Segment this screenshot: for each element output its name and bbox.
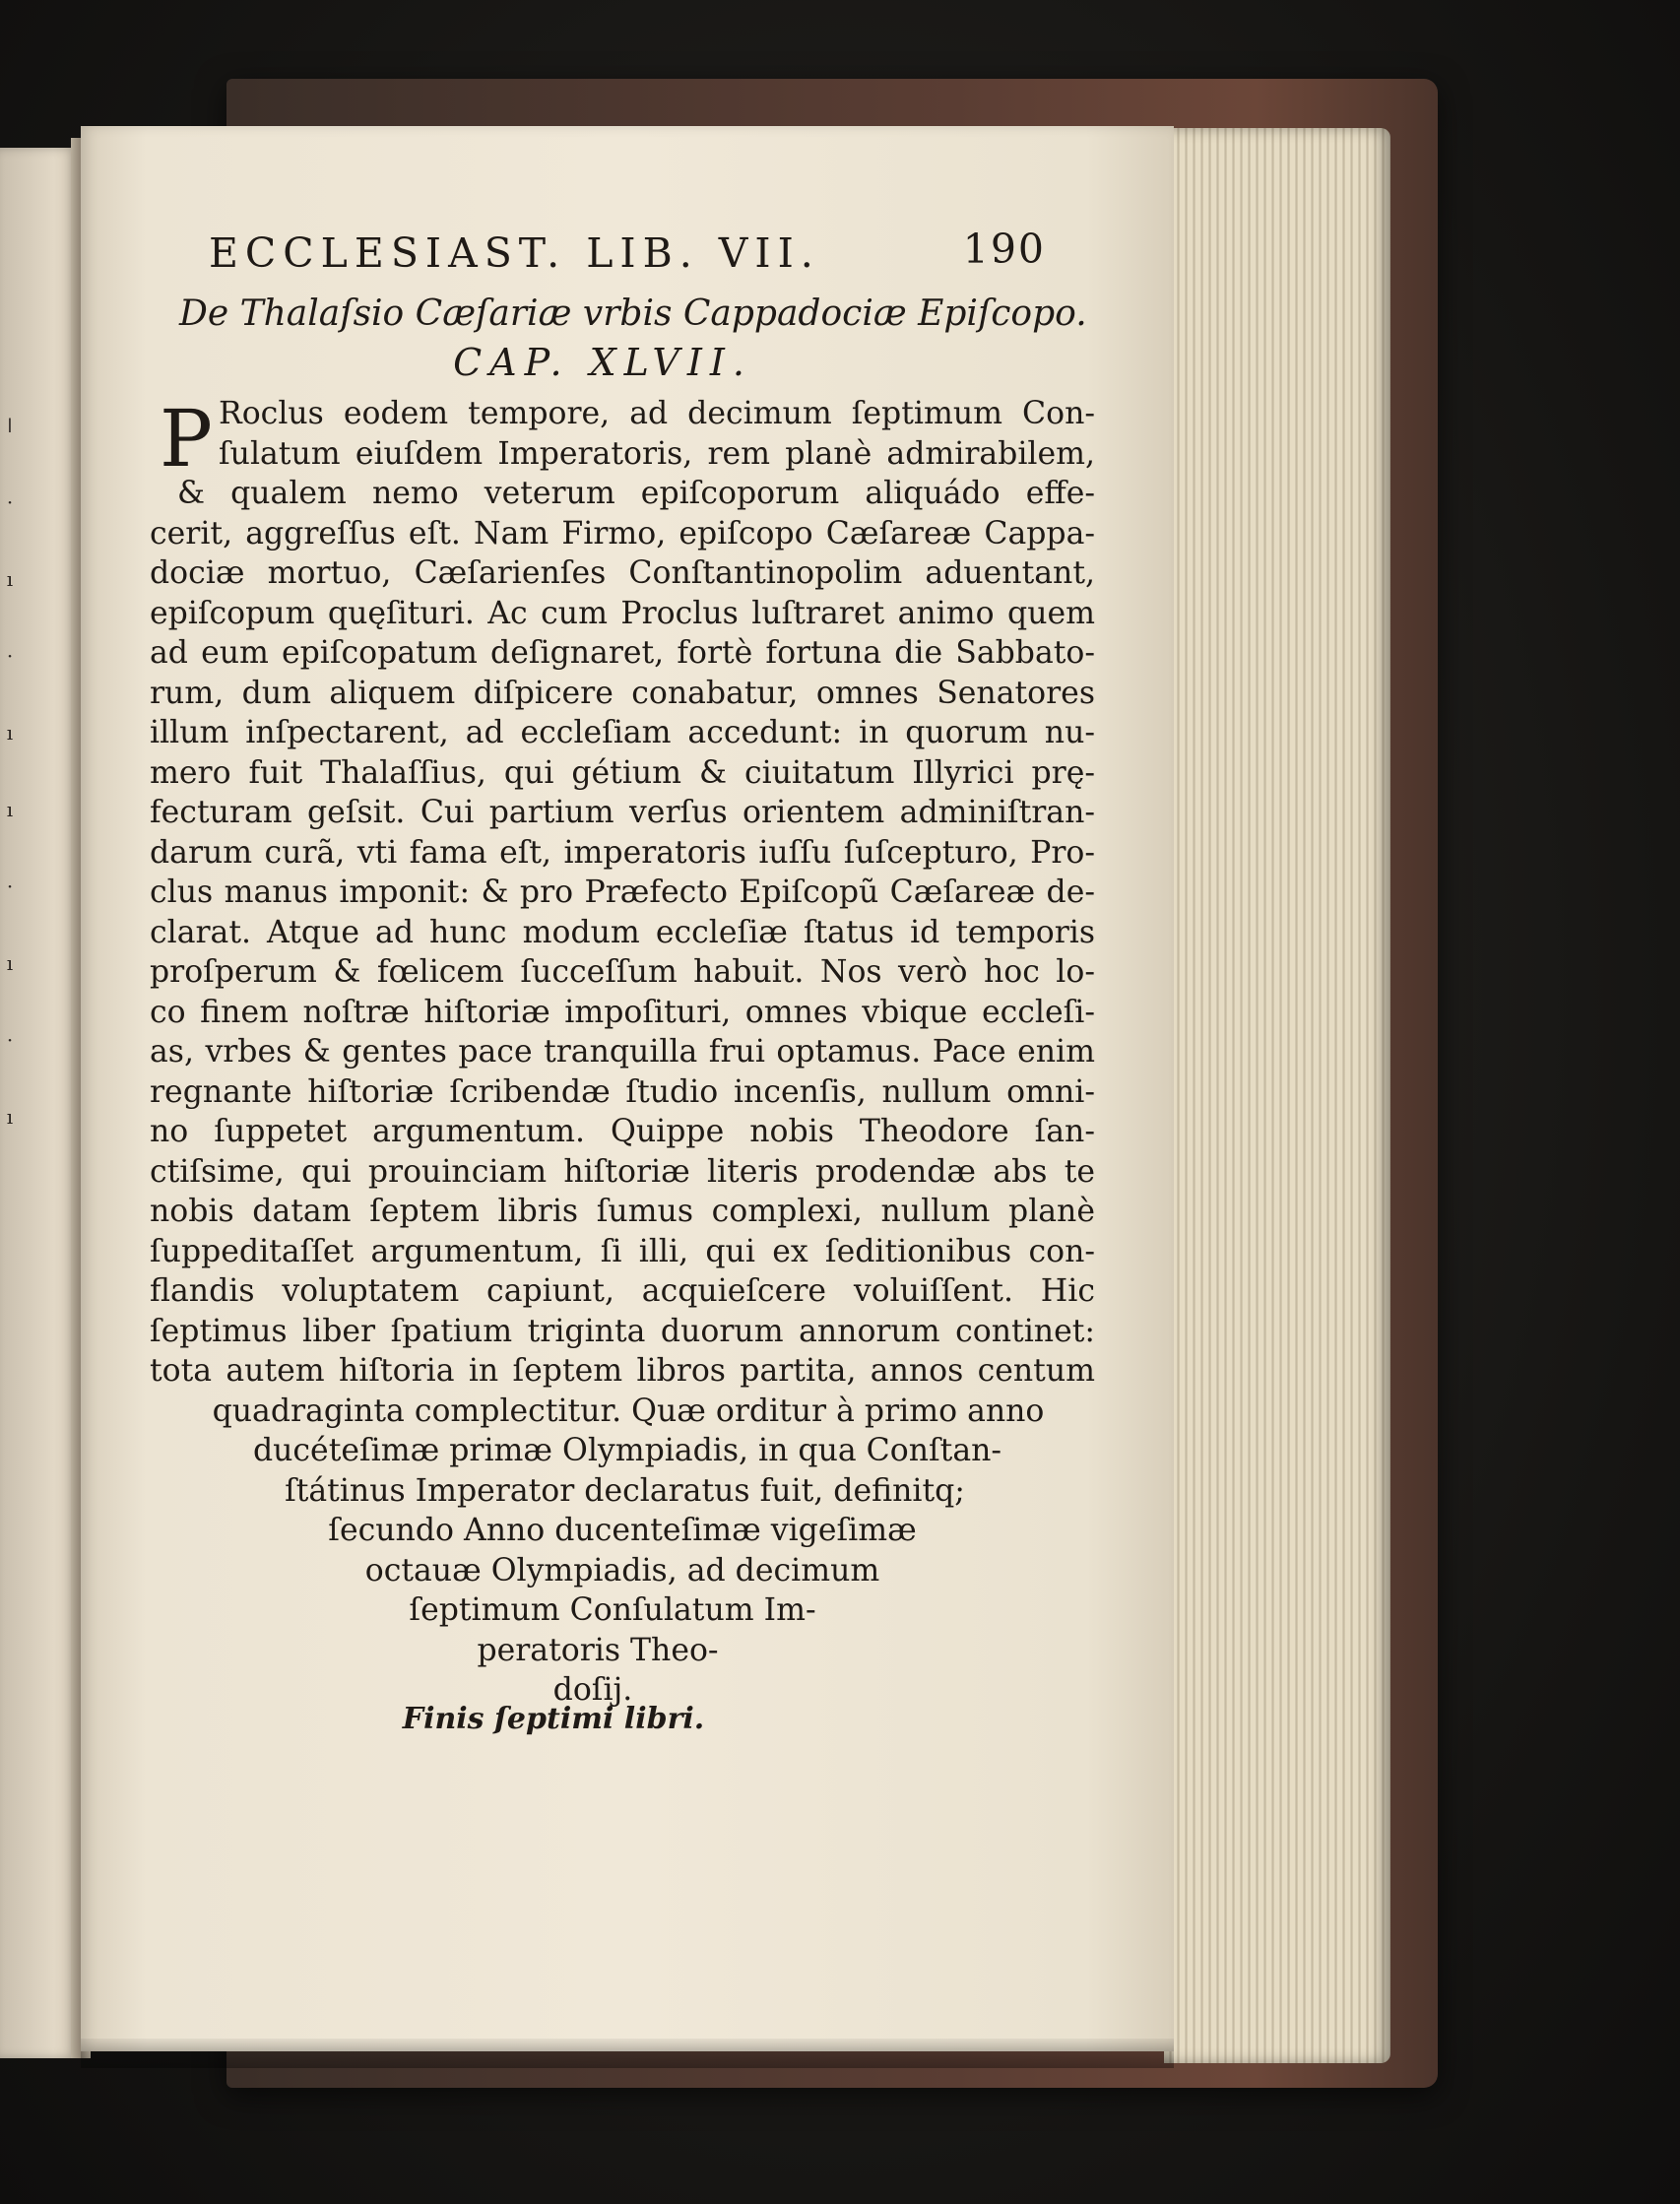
text-line: doſij. <box>552 1672 633 1708</box>
text-line: dociæ mortuo, Cæſarienſes Conſtantinopolim aduentant, <box>150 555 1095 591</box>
page-number: 190 <box>962 226 1046 273</box>
text-line: peratoris Theo- <box>477 1632 719 1668</box>
text-line: ſulatum eiuſdem Imperatoris, rem planè admirabilem, <box>219 435 1095 472</box>
text-line: no ſuppetet argumentum. Quippe nobis Theodore ſan- <box>150 1114 1095 1149</box>
drop-initial: P <box>160 393 213 485</box>
running-head-title: ECCLESIAST. LIB. VII. <box>209 229 820 277</box>
text-line: quadraginta complectitur. Quæ orditur à primo anno <box>212 1393 1045 1429</box>
text-line: ſecundo Anno ducenteſimæ vigeſimæ <box>328 1513 917 1548</box>
colophon: Finis ſeptimi libri. <box>402 1702 705 1736</box>
text-line: ad eum epiſcopatum deſignaret, fortè fortuna die Sabbato- <box>150 635 1095 671</box>
text-line: darum curã, vti fama eſt, imperatoris iuſſu ſuſcepturo, Pro- <box>150 834 1095 871</box>
chapter-title: De Thalaſsio Cæſariæ vrbis Cappadociæ Epiſcopo. <box>179 293 1087 334</box>
text-line: octauæ Olympiadis, ad decimum <box>364 1552 880 1588</box>
text-line: fecturam geſsit. Cui partium verſus orientem adminiſtran- <box>150 795 1095 830</box>
text-line: mero fuit Thalaſſius, qui gétium & ciuitatum Illyrici prę- <box>150 754 1095 791</box>
page-bottom-shadow <box>81 2039 1174 2068</box>
text-line: ctiſsime, qui prouinciam hiſtoriæ literis prodendæ abs te <box>150 1153 1095 1190</box>
text-line: clus manus imponit: & pro Præfecto Epiſcopũ Cæſareæ de- <box>150 875 1095 910</box>
text-line: co finem noſtræ hiſtoriæ impoſituri, omnes vbique eccleſi- <box>150 994 1095 1030</box>
text-line: regnante hiſtoriæ ſcribendæ ſtudio incenſis, nullum omni- <box>150 1073 1095 1110</box>
text-line: ſuppeditaſſet argumentum, ſi illi, qui ex ſeditionibus con- <box>150 1233 1095 1269</box>
chapter-number: CAP. XLVII. <box>453 341 752 384</box>
text-line: ſtátinus Imperator declaratus fuit, definitq; <box>285 1472 965 1509</box>
text-line: Roclus eodem tempore, ad decimum ſeptimum Con- <box>219 396 1095 431</box>
text-line: & qualem nemo veterum epiſcoporum aliquádo effe- <box>177 476 1095 511</box>
left-page <box>0 148 77 2058</box>
text-line: illum inſpectarent, ad eccleſiam accedunt: in quorum nu- <box>150 715 1095 750</box>
running-head <box>209 226 1056 277</box>
text-line: ſeptimum Conſulatum Im- <box>409 1592 816 1628</box>
text-line: as, vrbes & gentes pace tranquilla frui optamus. Pace enim <box>150 1034 1095 1070</box>
page-edges <box>1164 128 1390 2063</box>
text-line: nobis datam ſeptem libris ſumus complexi, nullum planè <box>150 1194 1095 1229</box>
text-line: flandis voluptatem capiunt, acquieſcere voluiſſent. Hic <box>150 1273 1095 1309</box>
text-line: epiſcopum quęſituri. Ac cum Proclus luſtraret animo quem <box>150 595 1095 631</box>
left-page-fragments: ǀ · ı · ı ı · ı · ı <box>6 414 14 1129</box>
text-line: clarat. Atque ad hunc modum eccleſiæ ſtatus id temporis <box>150 914 1095 950</box>
book-page <box>81 126 1174 2051</box>
text-line: ſeptimus liber ſpatium triginta duorum annorum continet: <box>150 1313 1095 1349</box>
text-line: rum, dum aliquem diſpicere conabatur, omnes Senatores <box>150 675 1095 711</box>
text-line: ducéteſimæ primæ Olympiadis, in qua Conſtan- <box>252 1433 1002 1468</box>
text-line: proſperum & fœlicem ſucceſſum habuit. Nos verò hoc lo- <box>150 954 1095 990</box>
text-line: cerit, aggreſſus eſt. Nam Firmo, epiſcopo Cæſareæ Cappa- <box>150 515 1095 551</box>
text-line: tota autem hiſtoria in ſeptem libros partita, annos centum <box>150 1353 1095 1389</box>
body-text <box>150 394 1095 1711</box>
